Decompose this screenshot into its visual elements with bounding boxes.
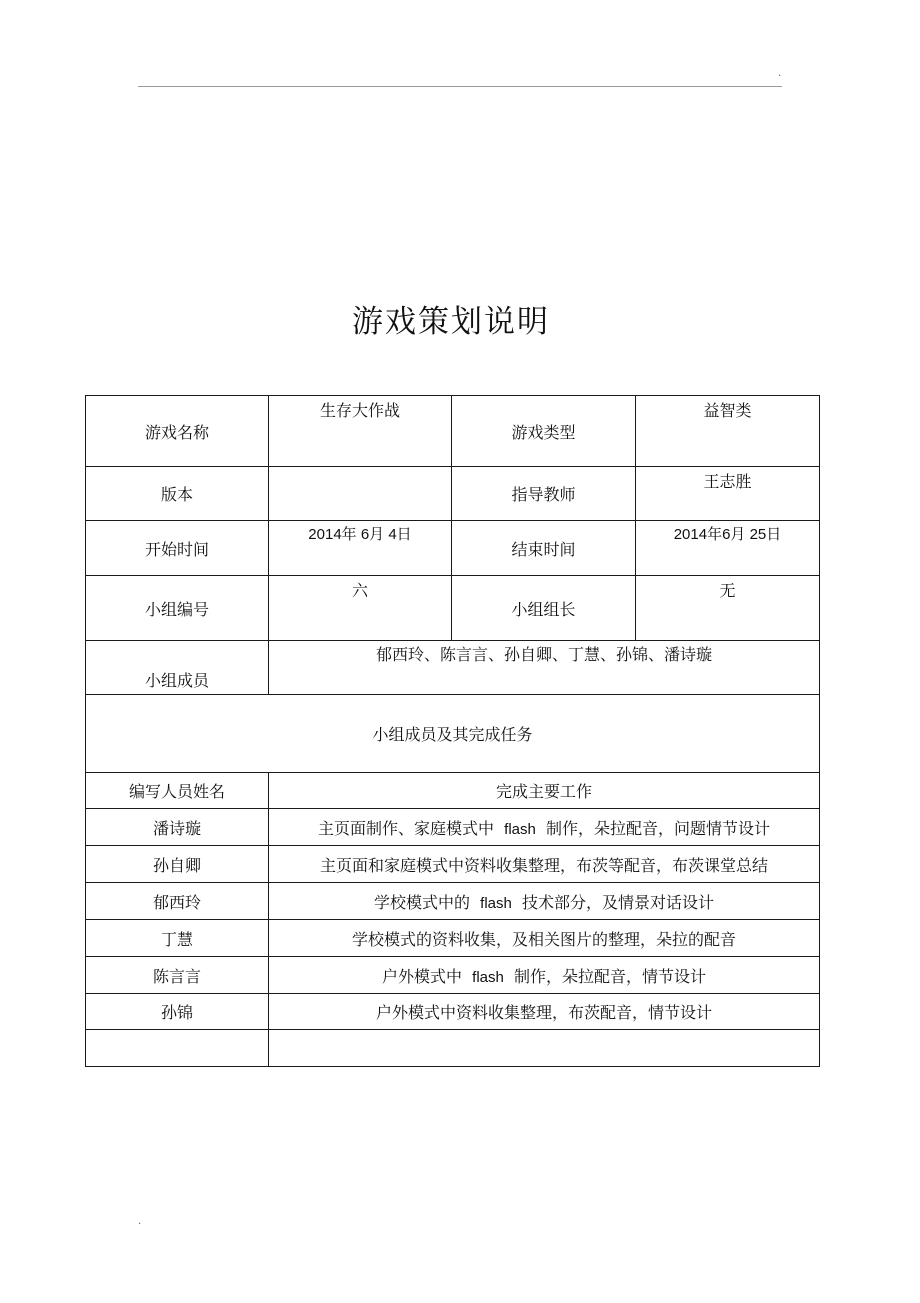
member-name: 丁慧: [160, 929, 193, 949]
work-text: 技术部分，及情景对话设计: [522, 892, 715, 912]
leader-label: 小组组长: [511, 599, 576, 619]
table-row: [86, 883, 820, 920]
label-cell: [452, 576, 636, 641]
row-dates: [86, 521, 820, 576]
start-label: 开始时间: [144, 539, 209, 559]
work-text: 学校模式中的: [373, 892, 470, 912]
teacher-value: 王志胜: [703, 472, 752, 491]
game-type-label: 游戏类型: [511, 422, 576, 442]
work-text: 主页面制作、家庭模式中: [317, 818, 494, 838]
value-cell: [636, 521, 820, 576]
value-cell: [636, 576, 820, 641]
label-cell: [452, 396, 636, 467]
value-cell: [269, 396, 452, 467]
header-dot: .: [778, 68, 782, 79]
header-cell: [269, 773, 820, 809]
work-text: 学校模式的资料收集，及相关图片的整理，朵拉的配音: [351, 929, 736, 949]
game-type-value: 益智类: [703, 401, 752, 420]
work-text: 户外模式中: [381, 966, 462, 986]
label-cell: [452, 521, 636, 576]
work-text: 户外模式中资料收集整理，布茨配音，情节设计: [375, 1003, 712, 1022]
row-group: [86, 576, 820, 641]
work-latin: flash: [480, 894, 512, 912]
work-cell: [269, 920, 820, 957]
table-row: [86, 994, 820, 1030]
footer-dot: .: [138, 1216, 142, 1227]
table-row: [86, 920, 820, 957]
row-version: [86, 467, 820, 521]
member-name: 潘诗璇: [152, 818, 201, 838]
label-cell: [452, 467, 636, 521]
value-cell: [269, 641, 820, 695]
leader-value: 无: [719, 581, 736, 600]
game-name-value: 生存大作战: [319, 401, 400, 420]
game-name-label: 游戏名称: [144, 422, 209, 442]
work-text: 制作，朵拉配音，情节设计: [514, 966, 707, 986]
value-cell: [636, 396, 820, 467]
work-cell: [269, 809, 820, 846]
work-text: 制作，朵拉配音，问题情节设计: [546, 818, 771, 838]
work-cell: [269, 957, 820, 994]
end-value: 2014年6月 25日: [673, 526, 782, 543]
end-label: 结束时间: [511, 539, 576, 559]
name-cell: [86, 809, 269, 846]
col-name-header: 编写人员姓名: [128, 782, 225, 801]
tasks-header-row: [86, 773, 820, 809]
label-cell: [86, 396, 269, 467]
member-name: 陈言言: [152, 966, 201, 986]
label-cell: [86, 521, 269, 576]
game-plan-table: [85, 395, 820, 1067]
member-name: 孙锦: [160, 1003, 193, 1022]
row-section-title: [86, 695, 820, 773]
table-row: [86, 1030, 820, 1067]
value-cell: [636, 467, 820, 521]
group-no-value: 六: [351, 581, 368, 600]
work-latin: flash: [504, 820, 536, 838]
work-cell: [269, 846, 820, 883]
value-cell: [269, 467, 452, 521]
member-name: 郁西玲: [152, 892, 201, 912]
member-name: 孙自卿: [152, 855, 201, 875]
label-cell: [86, 576, 269, 641]
group-no-label: 小组编号: [144, 599, 209, 619]
work-cell: [269, 994, 820, 1030]
table-row: [86, 957, 820, 994]
section-cell: [86, 695, 820, 773]
start-value: 2014年 6月 4日: [308, 526, 412, 543]
work-text: 主页面和家庭模式中资料收集整理，布茨等配音，布茨课堂总结: [319, 855, 768, 875]
value-cell: [269, 576, 452, 641]
label-cell: [86, 467, 269, 521]
row-members: [86, 641, 820, 695]
header-cell: [86, 773, 269, 809]
document-title: 游戏策划说明: [352, 304, 550, 340]
name-cell: [86, 920, 269, 957]
col-work-header: 完成主要工作: [495, 782, 592, 801]
work-latin: flash: [472, 968, 504, 986]
work-cell: [269, 883, 820, 920]
name-cell: [86, 1030, 269, 1067]
name-cell: [86, 994, 269, 1030]
version-label: 版本: [160, 485, 193, 504]
header-rule: [138, 86, 782, 87]
name-cell: [86, 846, 269, 883]
members-value: 郁西玲、陈言言、孙自卿、丁慧、孙锦、潘诗璇: [375, 645, 712, 664]
table-row: [86, 809, 820, 846]
work-cell: [269, 1030, 820, 1067]
tasks-section-title: 小组成员及其完成任务: [372, 725, 533, 744]
teacher-label: 指导教师: [511, 485, 576, 504]
row-game-name: [86, 396, 820, 467]
label-cell: [86, 641, 269, 695]
name-cell: [86, 883, 269, 920]
members-label: 小组成员: [144, 671, 209, 690]
name-cell: [86, 957, 269, 994]
value-cell: [269, 521, 452, 576]
table-row: [86, 846, 820, 883]
